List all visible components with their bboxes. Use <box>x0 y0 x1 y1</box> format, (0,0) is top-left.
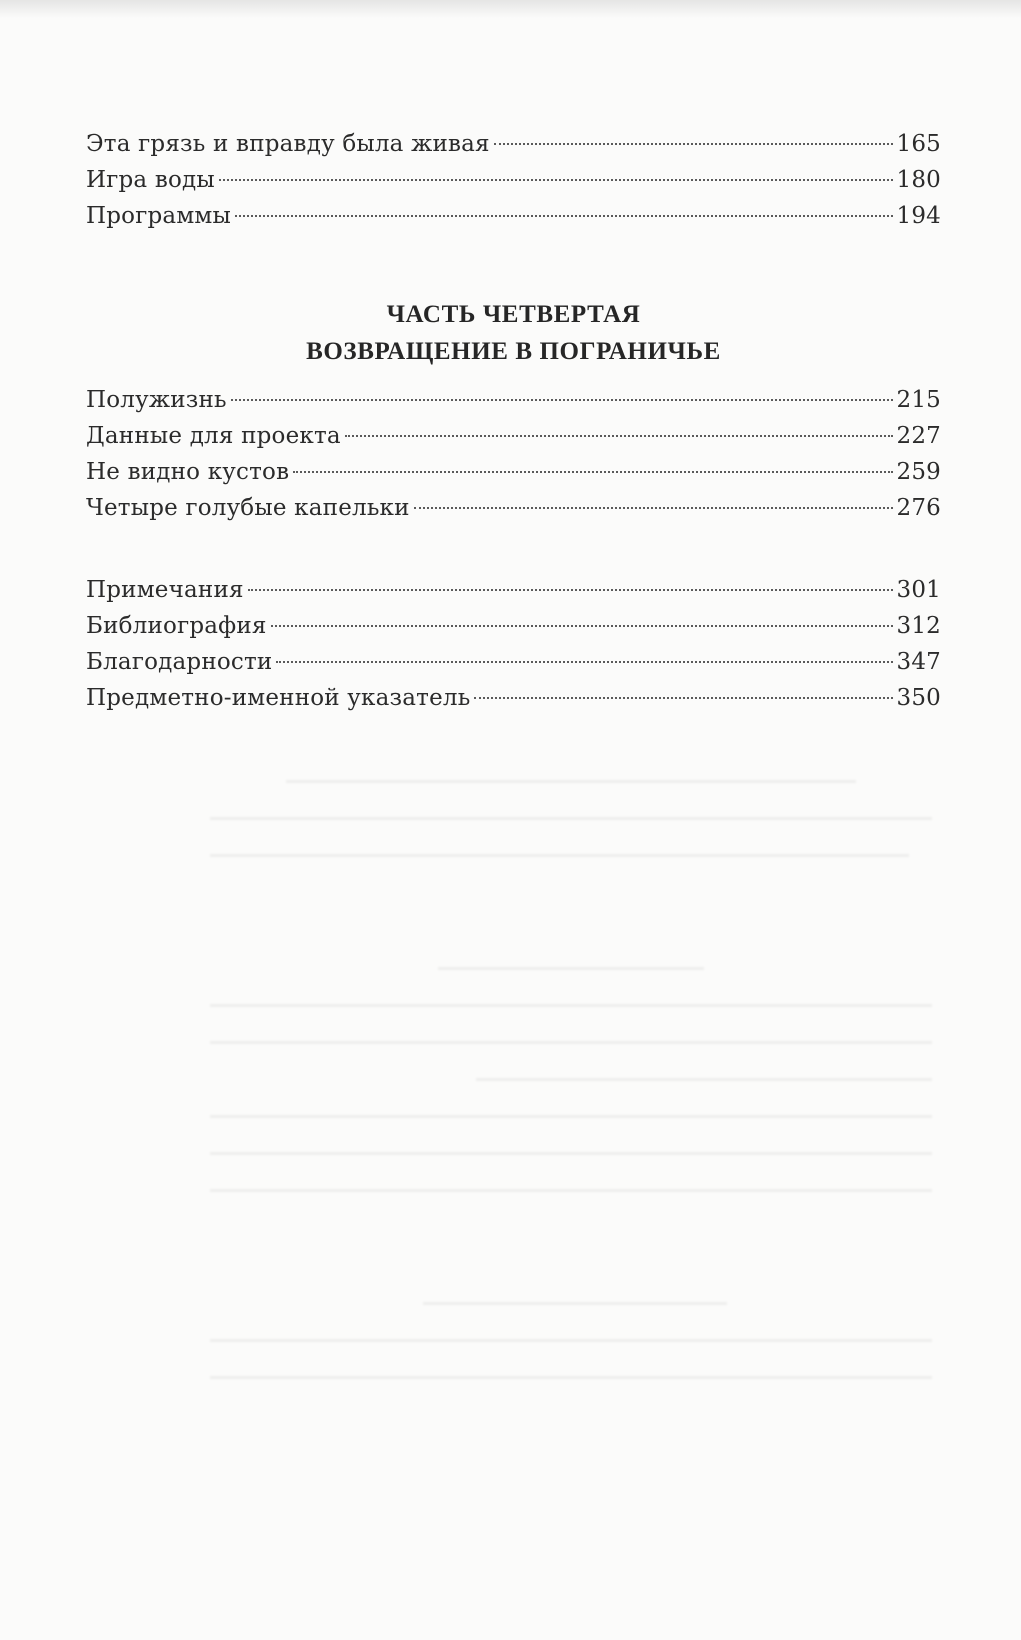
toc-entry-page: 301 <box>896 577 941 603</box>
toc-leader-dots <box>276 661 892 663</box>
toc-entry <box>86 644 941 680</box>
toc-entry <box>86 680 941 716</box>
toc-entry-page: 194 <box>896 203 941 229</box>
part-label: ЧАСТЬ ЧЕТВЕРТАЯ <box>386 301 641 328</box>
toc-entry <box>86 572 941 608</box>
toc-leader-dots <box>231 399 893 401</box>
toc-leader-dots <box>271 625 893 627</box>
toc-leader-dots <box>345 435 893 437</box>
toc-entry-page: 227 <box>896 423 941 449</box>
toc-entry-page: 165 <box>896 131 941 157</box>
toc-entry-page: 350 <box>896 685 941 711</box>
toc-entry-title: Игра воды <box>86 167 215 193</box>
toc-previous-part-entries <box>86 126 941 234</box>
toc-entry-title: Эта грязь и вправду была живая <box>86 131 490 157</box>
toc-leader-dots <box>293 471 892 473</box>
toc-entry-title: Программы <box>86 203 231 229</box>
toc-entry-title: Предметно-именной указатель <box>86 685 471 711</box>
toc-leader-dots <box>414 507 893 509</box>
reverse-side-show-through <box>210 780 970 1540</box>
toc-entry-page: 259 <box>896 459 941 485</box>
toc-entry-page: 312 <box>896 613 941 639</box>
toc-entry-title: Полужизнь <box>86 387 227 413</box>
toc-entry-title: Благодарности <box>86 649 273 675</box>
toc-entry <box>86 382 941 418</box>
toc-entry-page: 276 <box>896 495 941 521</box>
toc-entry-title: Примечания <box>86 577 244 603</box>
toc-entry <box>86 198 941 234</box>
toc-entry-title: Библиография <box>86 613 267 639</box>
toc-entry-page: 347 <box>896 649 941 675</box>
toc-entry-title: Не видно кустов <box>86 459 290 485</box>
toc-entry <box>86 418 941 454</box>
toc-leader-dots <box>474 697 892 699</box>
toc-part-four-entries <box>86 382 941 526</box>
toc-entry-title: Четыре голубые капельки <box>86 495 410 521</box>
toc-entry-page: 180 <box>896 167 941 193</box>
toc-entry <box>86 126 941 162</box>
toc-leader-dots <box>219 179 893 181</box>
page-top-edge-shadow <box>0 0 1021 18</box>
toc-entry-title: Данные для проекта <box>86 423 341 449</box>
toc-leader-dots <box>235 215 893 217</box>
toc-entry <box>86 162 941 198</box>
toc-leader-dots <box>494 143 893 145</box>
part-four-heading <box>86 296 941 370</box>
toc-entry-page: 215 <box>896 387 941 413</box>
toc-back-matter-entries <box>86 572 941 716</box>
toc-entry <box>86 608 941 644</box>
toc-entry <box>86 454 941 490</box>
part-title: ВОЗВРАЩЕНИЕ В ПОГРАНИЧЬЕ <box>306 338 721 365</box>
toc-leader-dots <box>248 589 893 591</box>
toc-entry <box>86 490 941 526</box>
